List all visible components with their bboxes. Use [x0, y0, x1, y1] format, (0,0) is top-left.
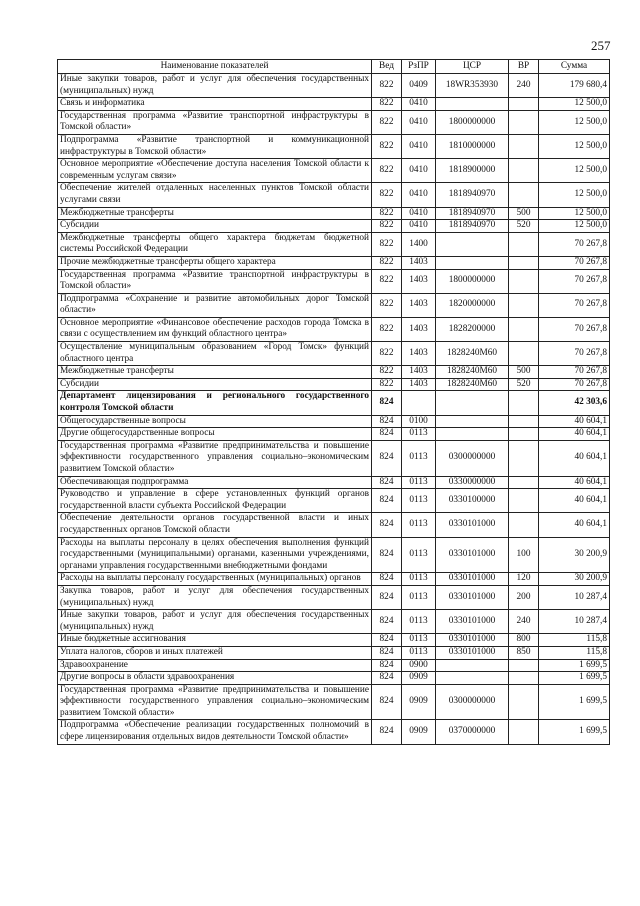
table-row: [58, 720, 610, 744]
table-row: [58, 476, 610, 489]
row-vr: [509, 428, 539, 441]
row-ved: 822: [372, 366, 402, 379]
row-name: Расходы на выплаты персоналу в целях обеспечения выполнения функций государственными (муниципальными) органами, казенными учреждениями, органами управления государственными внебюджетными фондами: [58, 537, 372, 573]
row-vr: [509, 489, 539, 513]
row-csr: [436, 672, 509, 685]
row-ved: 822: [372, 269, 402, 293]
row-name: Обеспечение деятельности органов государственной власти и иных государственных органов Томской области: [58, 513, 372, 537]
row-ved: 822: [372, 110, 402, 134]
row-csr: 1818940970: [436, 207, 509, 220]
row-name: Другие общегосударственные вопросы: [58, 428, 372, 441]
row-ved: 824: [372, 610, 402, 634]
header-ved: Вед: [372, 60, 402, 74]
row-rzpr: 1403: [402, 256, 436, 269]
row-vr: [509, 159, 539, 183]
row-name: Иные бюджетные ассигнования: [58, 634, 372, 647]
row-rzpr: 1403: [402, 293, 436, 317]
header-rzpr: РзПР: [402, 60, 436, 74]
row-ved: 824: [372, 513, 402, 537]
page-number: 257: [591, 38, 611, 53]
table-body: [58, 74, 610, 745]
row-vr: 800: [509, 634, 539, 647]
table-row: [58, 646, 610, 659]
row-name: Департамент лицензирования и регионального государственного контроля Томской области: [58, 391, 372, 415]
row-ved: 824: [372, 672, 402, 685]
row-vr: 520: [509, 220, 539, 233]
row-rzpr: 0113: [402, 573, 436, 586]
row-ved: 822: [372, 317, 402, 341]
row-name: Межбюджетные трансферты общего характера бюджетам бюджетной системы Российской Федерации: [58, 232, 372, 256]
row-csr: 0330000000: [436, 476, 509, 489]
row-rzpr: 0113: [402, 634, 436, 647]
row-vr: [509, 513, 539, 537]
table-row: [58, 110, 610, 134]
row-csr: [436, 415, 509, 428]
table-row: [58, 366, 610, 379]
row-sum: 1 699,5: [539, 672, 610, 685]
row-csr: 1800000000: [436, 110, 509, 134]
row-vr: [509, 684, 539, 720]
row-csr: [436, 98, 509, 111]
row-name: Государственная программа «Развитие транспортной инфраструктуры в Томской области»: [58, 269, 372, 293]
row-vr: 500: [509, 207, 539, 220]
row-sum: 40 604,1: [539, 489, 610, 513]
row-csr: 0330100000: [436, 489, 509, 513]
row-vr: [509, 659, 539, 672]
row-csr: 0300000000: [436, 684, 509, 720]
table-row: [58, 428, 610, 441]
row-csr: 0330101000: [436, 610, 509, 634]
row-vr: [509, 256, 539, 269]
row-sum: 115,8: [539, 646, 610, 659]
table-row: [58, 573, 610, 586]
row-sum: 12 500,0: [539, 207, 610, 220]
row-csr: [436, 256, 509, 269]
row-sum: 115,8: [539, 634, 610, 647]
row-rzpr: 0409: [402, 74, 436, 98]
row-sum: 70 267,8: [539, 366, 610, 379]
row-name: Общегосударственные вопросы: [58, 415, 372, 428]
row-ved: 824: [372, 573, 402, 586]
table-row: [58, 610, 610, 634]
row-csr: 0330101000: [436, 513, 509, 537]
table-row: [58, 672, 610, 685]
row-rzpr: 0113: [402, 428, 436, 441]
row-ved: 824: [372, 476, 402, 489]
table-row: [58, 415, 610, 428]
row-ved: 824: [372, 415, 402, 428]
row-csr: 0330101000: [436, 585, 509, 609]
row-ved: 824: [372, 659, 402, 672]
table-row: [58, 183, 610, 207]
row-vr: [509, 183, 539, 207]
row-rzpr: 1400: [402, 232, 436, 256]
row-name: Межбюджетные трансферты: [58, 207, 372, 220]
row-ved: 824: [372, 634, 402, 647]
row-csr: 1810000000: [436, 134, 509, 158]
row-vr: 850: [509, 646, 539, 659]
table-row: [58, 293, 610, 317]
row-rzpr: 0909: [402, 672, 436, 685]
row-sum: 1 699,5: [539, 720, 610, 744]
row-vr: [509, 415, 539, 428]
row-sum: 179 680,4: [539, 74, 610, 98]
row-name: Руководство и управление в сфере установленных функций органов государственной власти субъекта Российской Федерации: [58, 489, 372, 513]
row-name: Расходы на выплаты персоналу государственных (муниципальных) органов: [58, 573, 372, 586]
row-rzpr: 0909: [402, 684, 436, 720]
row-vr: 500: [509, 366, 539, 379]
row-rzpr: 0113: [402, 440, 436, 476]
row-vr: [509, 672, 539, 685]
table-row: [58, 659, 610, 672]
row-name: Основное мероприятие «Финансовое обеспечение расходов города Томска в связи с осуществлением им функций областного центра»: [58, 317, 372, 341]
row-rzpr: 0410: [402, 159, 436, 183]
row-name: Государственная программа «Развитие предпринимательства и повышение эффективности государственного управления социально–экономическим развитием Томской области»: [58, 684, 372, 720]
table-row: [58, 269, 610, 293]
row-csr: 0330101000: [436, 573, 509, 586]
row-ved: 824: [372, 585, 402, 609]
table-row: [58, 159, 610, 183]
table-row: [58, 440, 610, 476]
row-rzpr: 0113: [402, 585, 436, 609]
row-csr: 18WR353930: [436, 74, 509, 98]
row-ved: 824: [372, 720, 402, 744]
row-name: Другие вопросы в области здравоохранения: [58, 672, 372, 685]
table-row: [58, 513, 610, 537]
row-ved: 824: [372, 391, 402, 415]
row-name: Осуществление муниципальным образованием «Город Томск» функций областного центра: [58, 342, 372, 366]
table-row: [58, 342, 610, 366]
table-row: [58, 232, 610, 256]
row-name: Подпрограмма «Сохранение и развитие автомобильных дорог Томской области»: [58, 293, 372, 317]
row-ved: 822: [372, 256, 402, 269]
row-sum: 1 699,5: [539, 659, 610, 672]
row-name: Подпрограмма «Обеспечение реализации государственных полномочий в сфере лицензирования отдельных видов деятельности Томской области»: [58, 720, 372, 744]
row-ved: 822: [372, 220, 402, 233]
row-csr: [436, 232, 509, 256]
row-vr: [509, 342, 539, 366]
table-row: [58, 317, 610, 341]
row-vr: 240: [509, 74, 539, 98]
row-csr: 0330101000: [436, 646, 509, 659]
row-vr: [509, 232, 539, 256]
table-row: [58, 378, 610, 391]
row-sum: 12 500,0: [539, 220, 610, 233]
row-ved: 822: [372, 207, 402, 220]
row-sum: 70 267,8: [539, 232, 610, 256]
row-vr: 520: [509, 378, 539, 391]
row-csr: 1818940970: [436, 220, 509, 233]
row-ved: 822: [372, 293, 402, 317]
row-rzpr: 1403: [402, 378, 436, 391]
row-ved: 822: [372, 183, 402, 207]
row-csr: 0330101000: [436, 537, 509, 573]
row-csr: [436, 659, 509, 672]
row-rzpr: 0410: [402, 110, 436, 134]
row-csr: 1828240M60: [436, 342, 509, 366]
row-sum: 70 267,8: [539, 269, 610, 293]
row-name: Обеспечение жителей отдаленных населенных пунктов Томской области услугами связи: [58, 183, 372, 207]
row-name: Прочие межбюджетные трансферты общего характера: [58, 256, 372, 269]
row-vr: [509, 269, 539, 293]
row-name: Иные закупки товаров, работ и услуг для обеспечения государственных (муниципальных) нужд: [58, 610, 372, 634]
row-name: Межбюджетные трансферты: [58, 366, 372, 379]
row-ved: 824: [372, 684, 402, 720]
row-sum: 40 604,1: [539, 513, 610, 537]
row-sum: 12 500,0: [539, 98, 610, 111]
row-vr: [509, 134, 539, 158]
table-row: [58, 537, 610, 573]
row-sum: 70 267,8: [539, 293, 610, 317]
row-ved: 822: [372, 74, 402, 98]
row-ved: 824: [372, 489, 402, 513]
table-row: [58, 98, 610, 111]
row-name: Субсидии: [58, 378, 372, 391]
row-ved: 824: [372, 537, 402, 573]
row-vr: 120: [509, 573, 539, 586]
row-sum: 42 303,6: [539, 391, 610, 415]
table-row: [58, 684, 610, 720]
row-sum: 1 699,5: [539, 684, 610, 720]
row-vr: [509, 110, 539, 134]
row-rzpr: [402, 391, 436, 415]
row-name: Здравоохранение: [58, 659, 372, 672]
row-vr: [509, 293, 539, 317]
row-ved: 824: [372, 440, 402, 476]
row-csr: [436, 428, 509, 441]
row-name: Государственная программа «Развитие предпринимательства и повышение эффективности государственного управления социально–экономическим развитием Томской области»: [58, 440, 372, 476]
row-vr: [509, 476, 539, 489]
row-name: Основное мероприятие «Обеспечение доступа населения Томской области к современным услугам связи»: [58, 159, 372, 183]
row-csr: [436, 391, 509, 415]
header-name: Наименование показателей: [58, 60, 372, 74]
row-csr: 1820000000: [436, 293, 509, 317]
row-rzpr: 0113: [402, 513, 436, 537]
table-row: [58, 489, 610, 513]
row-sum: 40 604,1: [539, 415, 610, 428]
row-name: Иные закупки товаров, работ и услуг для обеспечения государственных (муниципальных) нужд: [58, 74, 372, 98]
row-sum: 70 267,8: [539, 317, 610, 341]
row-vr: 100: [509, 537, 539, 573]
row-sum: 10 287,4: [539, 585, 610, 609]
row-sum: 40 604,1: [539, 440, 610, 476]
row-sum: 12 500,0: [539, 134, 610, 158]
row-sum: 12 500,0: [539, 159, 610, 183]
row-sum: 10 287,4: [539, 610, 610, 634]
row-ved: 824: [372, 646, 402, 659]
table-row: [58, 391, 610, 415]
row-csr: 1828240M60: [436, 378, 509, 391]
row-name: Подпрограмма «Развитие транспортной и коммуникационной инфраструктуры в Томской области»: [58, 134, 372, 158]
row-ved: 822: [372, 342, 402, 366]
row-sum: 70 267,8: [539, 342, 610, 366]
row-rzpr: 1403: [402, 269, 436, 293]
row-vr: 200: [509, 585, 539, 609]
row-sum: 30 200,9: [539, 537, 610, 573]
row-name: Субсидии: [58, 220, 372, 233]
row-sum: 12 500,0: [539, 183, 610, 207]
row-vr: [509, 98, 539, 111]
row-vr: [509, 391, 539, 415]
row-vr: [509, 317, 539, 341]
row-rzpr: 0900: [402, 659, 436, 672]
table-row: [58, 134, 610, 158]
row-sum: 40 604,1: [539, 428, 610, 441]
row-name: Уплата налогов, сборов и иных платежей: [58, 646, 372, 659]
table-row: [58, 220, 610, 233]
row-rzpr: 0410: [402, 134, 436, 158]
table-row: [58, 256, 610, 269]
row-ved: 822: [372, 134, 402, 158]
row-csr: 0330101000: [436, 634, 509, 647]
row-csr: 1828240M60: [436, 366, 509, 379]
row-vr: 240: [509, 610, 539, 634]
row-sum: 30 200,9: [539, 573, 610, 586]
row-sum: 40 604,1: [539, 476, 610, 489]
row-rzpr: 1403: [402, 366, 436, 379]
row-rzpr: 1403: [402, 317, 436, 341]
row-name: Государственная программа «Развитие транспортной инфраструктуры в Томской области»: [58, 110, 372, 134]
budget-table: [57, 59, 610, 745]
table-row: [58, 585, 610, 609]
row-rzpr: 0100: [402, 415, 436, 428]
header-sum: Сумма: [539, 60, 610, 74]
row-name: Обеспечивающая подпрограмма: [58, 476, 372, 489]
table-row: [58, 74, 610, 98]
row-vr: [509, 720, 539, 744]
row-rzpr: 0113: [402, 537, 436, 573]
row-sum: 70 267,8: [539, 256, 610, 269]
row-csr: 1800000000: [436, 269, 509, 293]
row-rzpr: 0909: [402, 720, 436, 744]
row-sum: 12 500,0: [539, 110, 610, 134]
row-rzpr: 0113: [402, 476, 436, 489]
row-rzpr: 0113: [402, 646, 436, 659]
row-csr: 0370000000: [436, 720, 509, 744]
row-rzpr: 0410: [402, 220, 436, 233]
row-rzpr: 0410: [402, 207, 436, 220]
header-csr: ЦСР: [436, 60, 509, 74]
row-ved: 824: [372, 428, 402, 441]
table-header-row: [58, 60, 610, 74]
row-csr: 1828200000: [436, 317, 509, 341]
row-rzpr: 0410: [402, 183, 436, 207]
row-name: Связь и информатика: [58, 98, 372, 111]
row-csr: 1818940970: [436, 183, 509, 207]
row-name: Закупка товаров, работ и услуг для обеспечения государственных (муниципальных) нужд: [58, 585, 372, 609]
row-ved: 822: [372, 232, 402, 256]
table-row: [58, 207, 610, 220]
row-rzpr: 0113: [402, 489, 436, 513]
row-csr: 1818900000: [436, 159, 509, 183]
row-rzpr: 0113: [402, 610, 436, 634]
row-ved: 822: [372, 159, 402, 183]
row-vr: [509, 440, 539, 476]
row-sum: 70 267,8: [539, 378, 610, 391]
header-vr: ВР: [509, 60, 539, 74]
row-rzpr: 1403: [402, 342, 436, 366]
table-row: [58, 634, 610, 647]
row-csr: 0300000000: [436, 440, 509, 476]
row-ved: 822: [372, 378, 402, 391]
row-rzpr: 0410: [402, 98, 436, 111]
row-ved: 822: [372, 98, 402, 111]
